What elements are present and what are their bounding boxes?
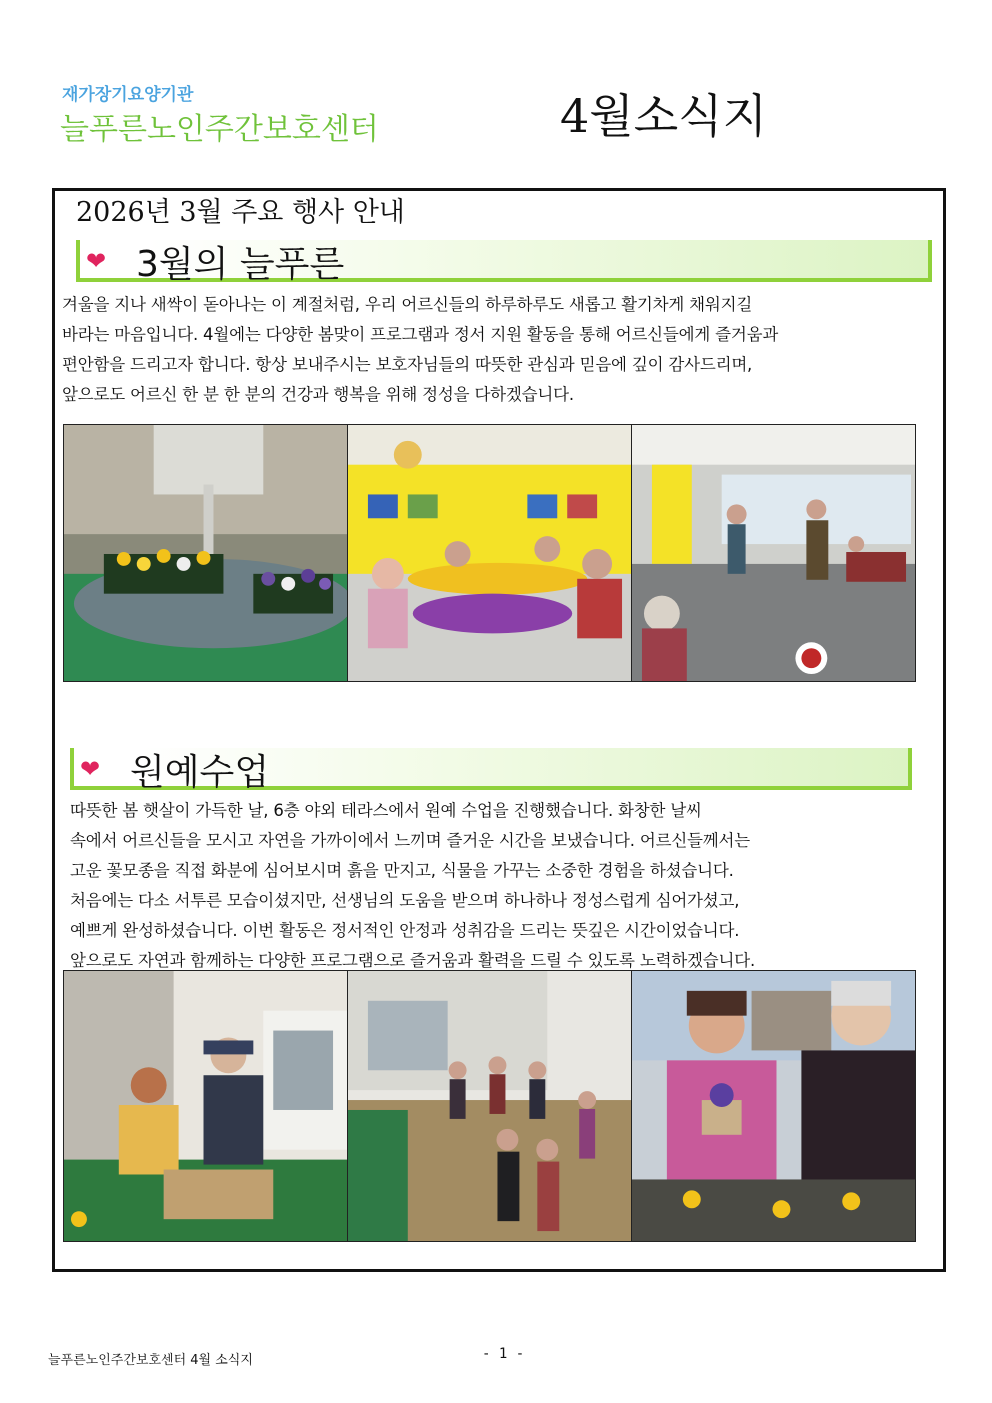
paragraph-line: 고운 꽃모종을 직접 화분에 심어보시며 흙을 만지고, 식물을 가꾸는 소중한 경험을 하셨습니다. (70, 861, 734, 880)
paragraph-line: 속에서 어르신들을 모시고 자연을 가까이에서 느끼며 즐거운 시간을 보냈습니다. 어르신들께서는 (70, 831, 751, 850)
paragraph-line: 처음에는 다소 서투른 모습이셨지만, 선생님의 도움을 받으며 하나하나 정성스럽게 심어가셨고, (70, 891, 740, 910)
footer-title: 늘푸른노인주간보호센터 4월 소식지 (48, 1353, 253, 1368)
section-header-march (76, 240, 932, 285)
page-number: - 1 - (482, 1346, 525, 1362)
paragraph-line: 편안함을 드리고자 합니다. 항상 보내주시는 보호자님들의 따뜻한 관심과 믿음에 깊이 감사드리며, (62, 355, 753, 374)
issue-title: 4월소식지 (560, 89, 768, 143)
photo-row-march (63, 424, 916, 682)
photo-exercise-class (632, 425, 915, 681)
photo-row-gardening (63, 970, 916, 1242)
org-subtitle: 재가장기요양기관 (62, 85, 194, 105)
paragraph-line: 앞으로도 어르신 한 분 한 분의 건강과 행복을 위해 정성을 다하겠습니다. (62, 385, 574, 404)
photo-terrace-group (348, 971, 632, 1241)
heart-icon: ❤ (86, 247, 107, 275)
paragraph-line: 예쁘게 완성하셨습니다. 이번 활동은 정서적인 안정과 성취감을 드리는 뜻깊은 시간이었습니다. (70, 921, 740, 940)
org-name: 늘푸른노인주간보호센터 (60, 112, 379, 147)
paragraph-line: 따뜻한 봄 햇살이 가득한 날, 6층 야외 테라스에서 원예 수업을 진행했습니다. 화창한 날씨 (70, 801, 702, 820)
events-heading: 2026년 3월 주요 행사 안내 (76, 197, 405, 228)
section-title: 원예수업 (130, 752, 270, 793)
paragraph-line: 앞으로도 자연과 함께하는 다양한 프로그램으로 즐거움과 활력을 드릴 수 있도록 노력하겠습니다. (70, 951, 756, 970)
photo-holding-flower-pot (632, 971, 915, 1241)
photo-flower-pots (64, 425, 348, 681)
section-header-gardening (70, 748, 912, 793)
section-title: 3월의 늘푸른 (136, 244, 345, 285)
paragraph-line: 겨울을 지나 새싹이 돋아나는 이 계절처럼, 우리 어르신들의 하루하루도 새롭고 활기차게 채워지길 (62, 295, 753, 314)
heart-icon: ❤ (80, 755, 101, 783)
section1-paragraph (62, 290, 778, 410)
photo-parachute-activity (348, 425, 632, 681)
paragraph-line: 바라는 마음입니다. 4월에는 다양한 봄맞이 프로그램과 정서 지원 활동을 통해 어르신들에게 즐거움과 (62, 325, 779, 344)
photo-planting-pair (64, 971, 348, 1241)
section2-paragraph (70, 796, 755, 976)
